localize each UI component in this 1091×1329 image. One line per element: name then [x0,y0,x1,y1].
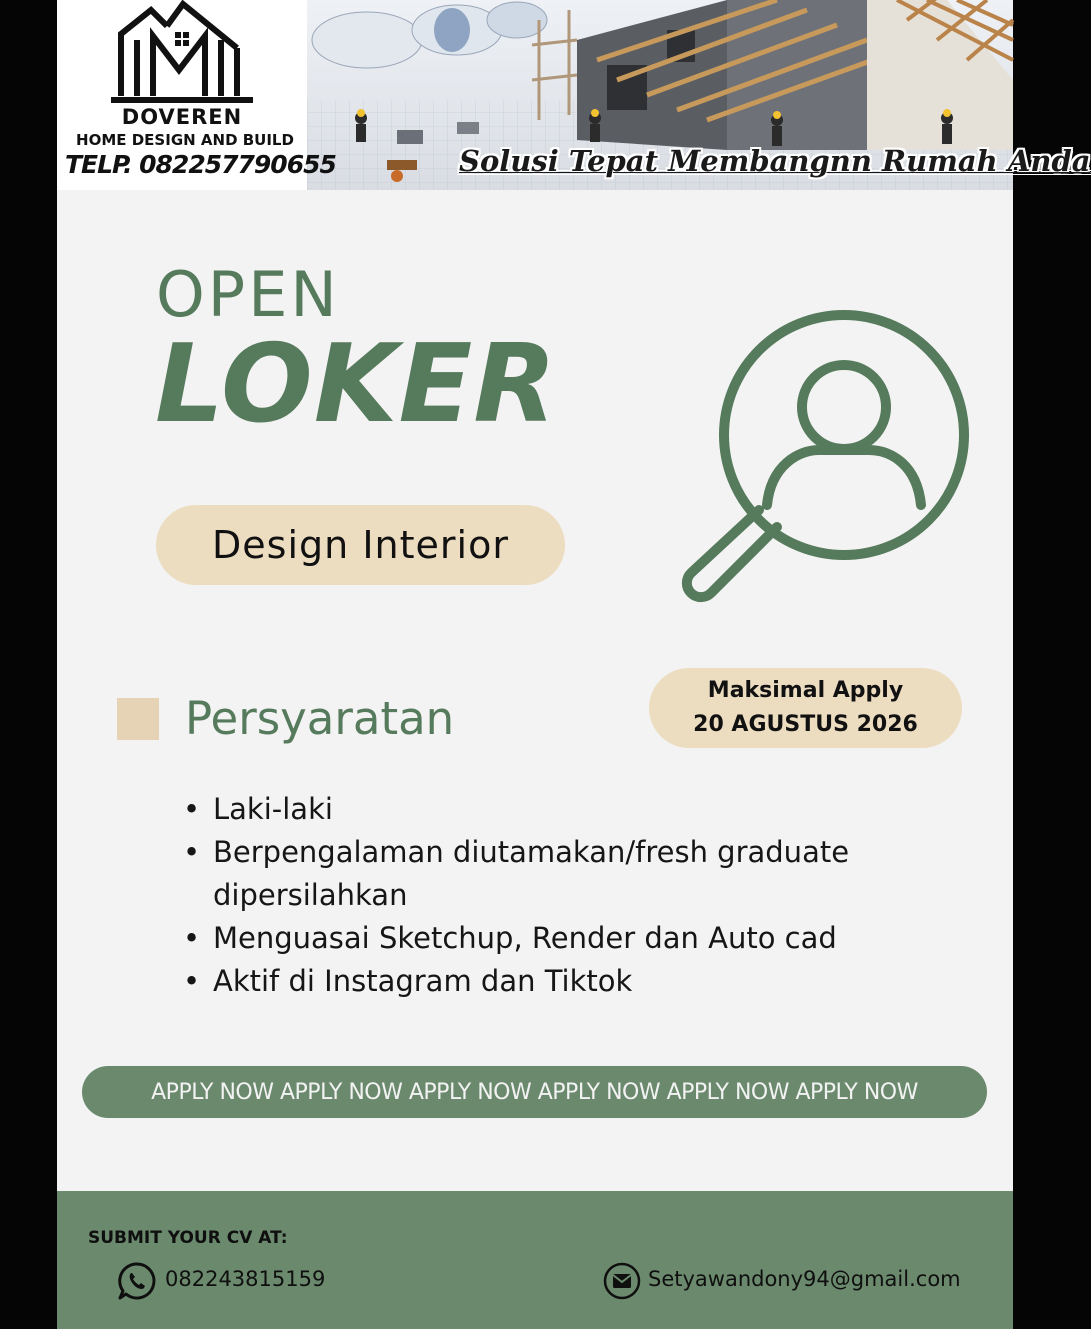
brand-name: DOVEREN [121,105,243,129]
brand-tagline: HOME DESIGN AND BUILD [76,131,294,149]
job-poster [57,0,1091,1329]
list-item: • Berpengalaman diutamakan/fresh graduate dipersilahkan [183,831,983,917]
loker-heading: LOKER [155,322,558,447]
doveren-logo-mark [107,0,257,108]
brand-phone: TELP. 082257790655 [65,150,336,179]
list-item: • Laki-laki [183,788,983,831]
position-label: Design Interior [212,523,509,567]
open-heading: OPEN [156,258,340,331]
deadline-line-2: 20 AGUSTUS 2026 [693,712,918,737]
apply-now-banner: APPLY NOW APPLY NOW APPLY NOW APPLY NOW APPLY NOW APPLY NOW [82,1066,987,1118]
search-person-icon [679,305,974,600]
requirements-list [183,788,983,1003]
contact-email[interactable]: Setyawandony94@gmail.com [648,1267,961,1291]
whatsapp-icon [117,1261,157,1301]
slogan: Solusi Tepat Membangnn Rumah Anda [459,144,1091,178]
requirements-title: Persyaratan [185,692,455,745]
header-banner [57,0,1091,190]
deadline-badge [649,668,962,748]
contact-phone[interactable]: 082243815159 [165,1267,326,1291]
submit-cv-label: SUBMIT YOUR CV AT: [88,1228,288,1248]
list-item: • Aktif di Instagram dan Tiktok [183,960,983,1003]
mail-icon [603,1262,641,1300]
position-badge [156,505,565,585]
contact-footer [57,1191,1013,1329]
list-item: • Menguasai Sketchup, Render dan Auto cad [183,917,983,960]
deadline-line-1: Maksimal Apply [707,678,904,703]
requirements-marker [117,698,159,740]
